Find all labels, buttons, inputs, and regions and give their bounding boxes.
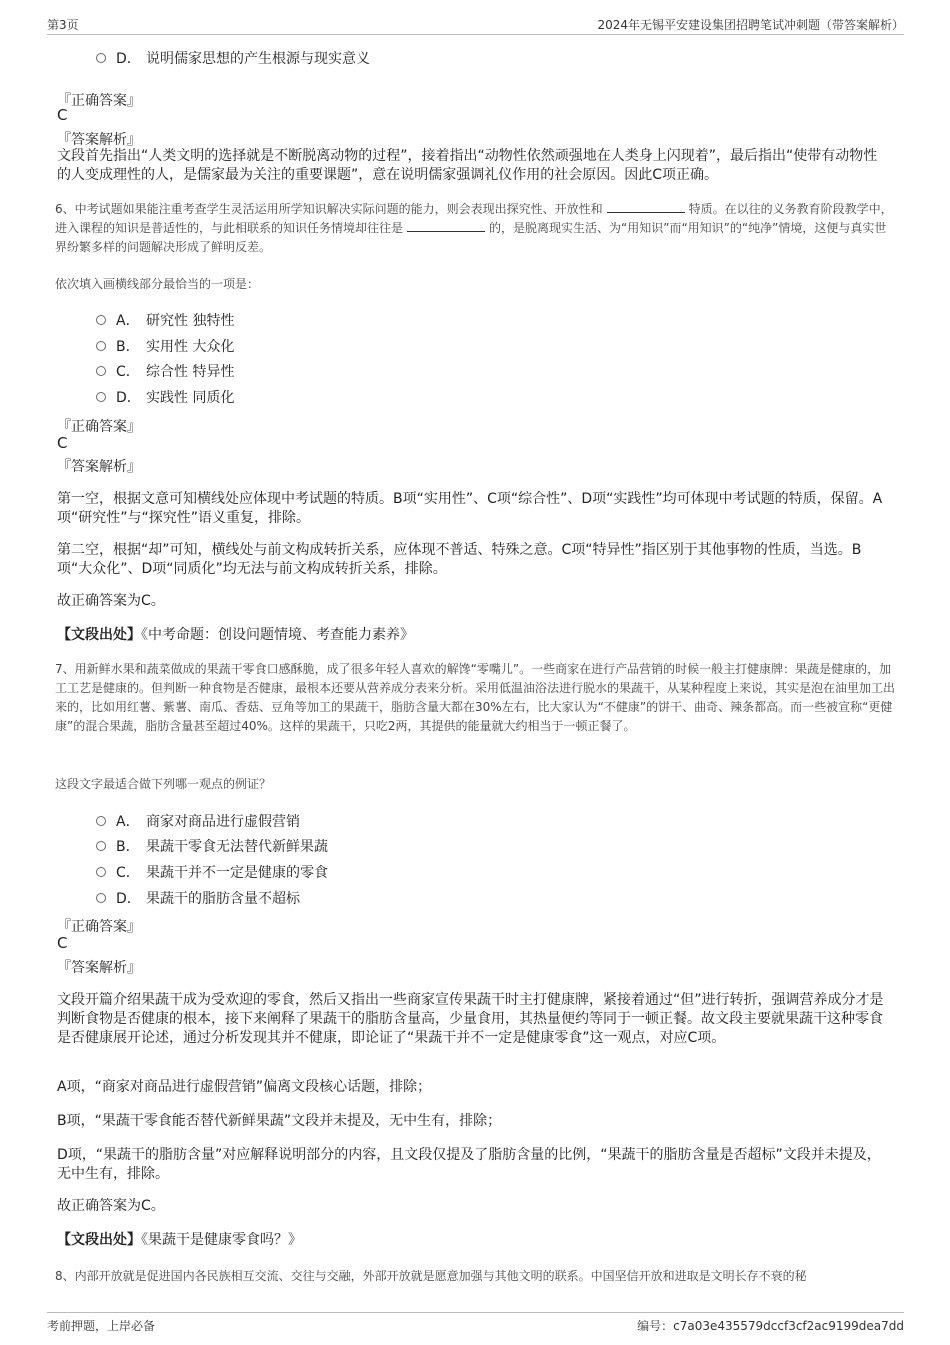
q7-analysis-para-1: 文段开篇介绍果蔬干成为受欢迎的零食，然后又指出一些商家宣传果蔬干时主打健康牌，紧接着通过“但”进行转折，强调营养成分才是判断食物是否健康的根本，接下来阐释了果蔬干的脂肪含量高，少量食用，其热量便约等同于一顿正餐。故文段主要就果蔬干这种零食是否健康展开论述，通过分析发现其并不健康，即论证了“果蔬干并不一定是健康零食”这一观点，对应C项。 xyxy=(57,992,884,1046)
page-number: 第3页 xyxy=(47,18,79,32)
q6-option-b[interactable]: B． 实用性 大众化 xyxy=(96,336,234,356)
q6-option-c[interactable]: C． 综合性 特异性 xyxy=(96,361,234,381)
radio-icon[interactable] xyxy=(96,841,106,851)
radio-icon[interactable] xyxy=(96,341,106,351)
question-7-text: 7、用新鲜水果和蔬菜做成的果蔬干零食口感酥脆，成了很多年轻人喜欢的解馋“零嘴儿”。一些商家在进行产品营销的时候一般主打健康牌：果蔬是健康的，加工工艺是健康的。但判断一种食物是否健康，最根本还要从营养成分表来分析。采用低温油浴法进行脱水的果蔬干，从某种程度上来说，其实是泡在油里加工出来的，比如用红薯、紫薯、南瓜、香菇、豆角等加工的果蔬干，脂肪含量大都在30%左右，比大家认为“不健康”的饼干、曲奇、辣条都高。而一些被宣称“更健康”的混合果蔬，脂肪含量甚至超过40%。这样的果蔬干，只吃2两，其提供的能量就大约相当于一顿正餐了。 xyxy=(55,662,896,733)
q6-answer-value: C xyxy=(57,434,68,452)
q6-analysis-para-1: 第一空，根据文意可知横线处应体现中考试题的特质。B项“实用性”、C项“综合性”、D项“实践性”均可体现中考试题的特质，保留。A项“研究性”与“探究性”语义重复，排除。 xyxy=(57,491,883,526)
q7-option-c[interactable]: C． 果蔬干并不一定是健康的零食 xyxy=(96,862,328,882)
q7-option-a[interactable]: A． 商家对商品进行虚假营销 xyxy=(96,811,300,831)
q7-analysis-para-5: 故正确答案为C。 xyxy=(57,1198,165,1214)
radio-icon[interactable] xyxy=(96,893,106,903)
q7-analysis-para-3: B项，“果蔬干零食能否替代新鲜果蔬”文段并未提及，无中生有，排除； xyxy=(57,1113,502,1129)
q6-option-a[interactable]: A． 研究性 独特性 xyxy=(96,310,234,330)
blank-1 xyxy=(607,200,685,213)
q6-analysis-para-2: 第二空，根据“却”可知，横线处与前文构成转折关系，应体现不普适、特殊之意。C项“特异性”指区别于其他事物的性质，当选。B项“大众化”、D项“同质化”均无法与前文构成转折关系，排除。 xyxy=(57,542,862,577)
question-7-prompt: 这段文字最适合做下列哪一观点的例证？ xyxy=(55,777,272,791)
radio-icon[interactable] xyxy=(96,816,106,826)
q6-source: 【文段出处】《中考命题：创设问题情境、考查能力素养》 xyxy=(57,627,414,643)
q6-answer-label: 『正确答案』 xyxy=(57,419,141,435)
option-d[interactable]: D． 说明儒家思想的产生根源与现实意义 xyxy=(96,48,370,68)
q7-analysis-para-2: A项，“商家对商品进行虚假营销”偏离文段核心话题，排除； xyxy=(57,1079,432,1095)
question-8-text: 8、内部开放就是促进国内各民族相互交流、交往与交融，外部开放就是愿意加强与其他文明的联系。中国坚信开放和进取是文明长存不衰的秘 xyxy=(55,1269,807,1283)
page-footer xyxy=(47,1312,904,1335)
q6-option-d[interactable]: D． 实践性 同质化 xyxy=(96,387,234,407)
footer-slogan: 考前押题，上岸必备 xyxy=(47,1319,156,1333)
radio-icon[interactable] xyxy=(96,392,106,402)
question-6-prompt: 依次填入画横线部分最恰当的一项是： xyxy=(55,277,260,291)
answer-value: C xyxy=(57,106,68,124)
answer-label: 『正确答案』 xyxy=(57,93,141,109)
q6-analysis-label: 『答案解析』 xyxy=(57,459,141,475)
q7-option-b[interactable]: B． 果蔬干零食无法替代新鲜果蔬 xyxy=(96,836,328,856)
q7-option-d[interactable]: D． 果蔬干的脂肪含量不超标 xyxy=(96,888,300,908)
document-title: 2024年无锡平安建设集团招聘笔试冲刺题（带答案解析） xyxy=(597,18,904,32)
q7-analysis-label: 『答案解析』 xyxy=(57,960,141,976)
radio-icon[interactable] xyxy=(96,53,106,63)
page-header xyxy=(47,14,904,35)
blank-2 xyxy=(407,219,485,232)
q7-source: 【文段出处】《果蔬干是健康零食吗？》 xyxy=(57,1232,302,1248)
analysis-text: 文段首先指出“人类文明的选择就是不断脱离动物的过程”，接着指出“动物性依然顽强地在人类身上闪现着”，最后指出“使带有动物性的人变成理性的人，是儒家最为关注的重要课题”，意在说明儒家强调礼仪作用的社会原因。因此C项正确。 xyxy=(57,148,878,183)
radio-icon[interactable] xyxy=(96,315,106,325)
q7-answer-value: C xyxy=(57,934,68,952)
analysis-label: 『答案解析』 xyxy=(57,132,141,148)
question-6-text: 6、中考试题如果能注重考查学生灵活运用所学知识解决实际问题的能力，则会表现出探究性、开放性和 特质。在以往的义务教育阶段教学中，进入课程的知识是普适性的，与此相联系的知识任务情境却往往是 的，是脱离现实生活、为“用知识”而“用知识”的“纯净”情境，这便与真实世界纷繁多样的问题解决形成了鲜明反差。 xyxy=(55,202,893,254)
q7-analysis-para-4: D项，“果蔬干的脂肪含量”对应解释说明部分的内容，且文段仅提及了脂肪含量的比例，“果蔬干的脂肪含量是否超标”文段并未提及，无中生有，排除。 xyxy=(57,1147,881,1182)
q6-analysis-para-3: 故正确答案为C。 xyxy=(57,593,165,609)
radio-icon[interactable] xyxy=(96,867,106,877)
q7-answer-label: 『正确答案』 xyxy=(57,919,141,935)
radio-icon[interactable] xyxy=(96,366,106,376)
document-code: 编号：c7a03e435579dccf3cf2ac9199dea7dd xyxy=(637,1319,904,1333)
